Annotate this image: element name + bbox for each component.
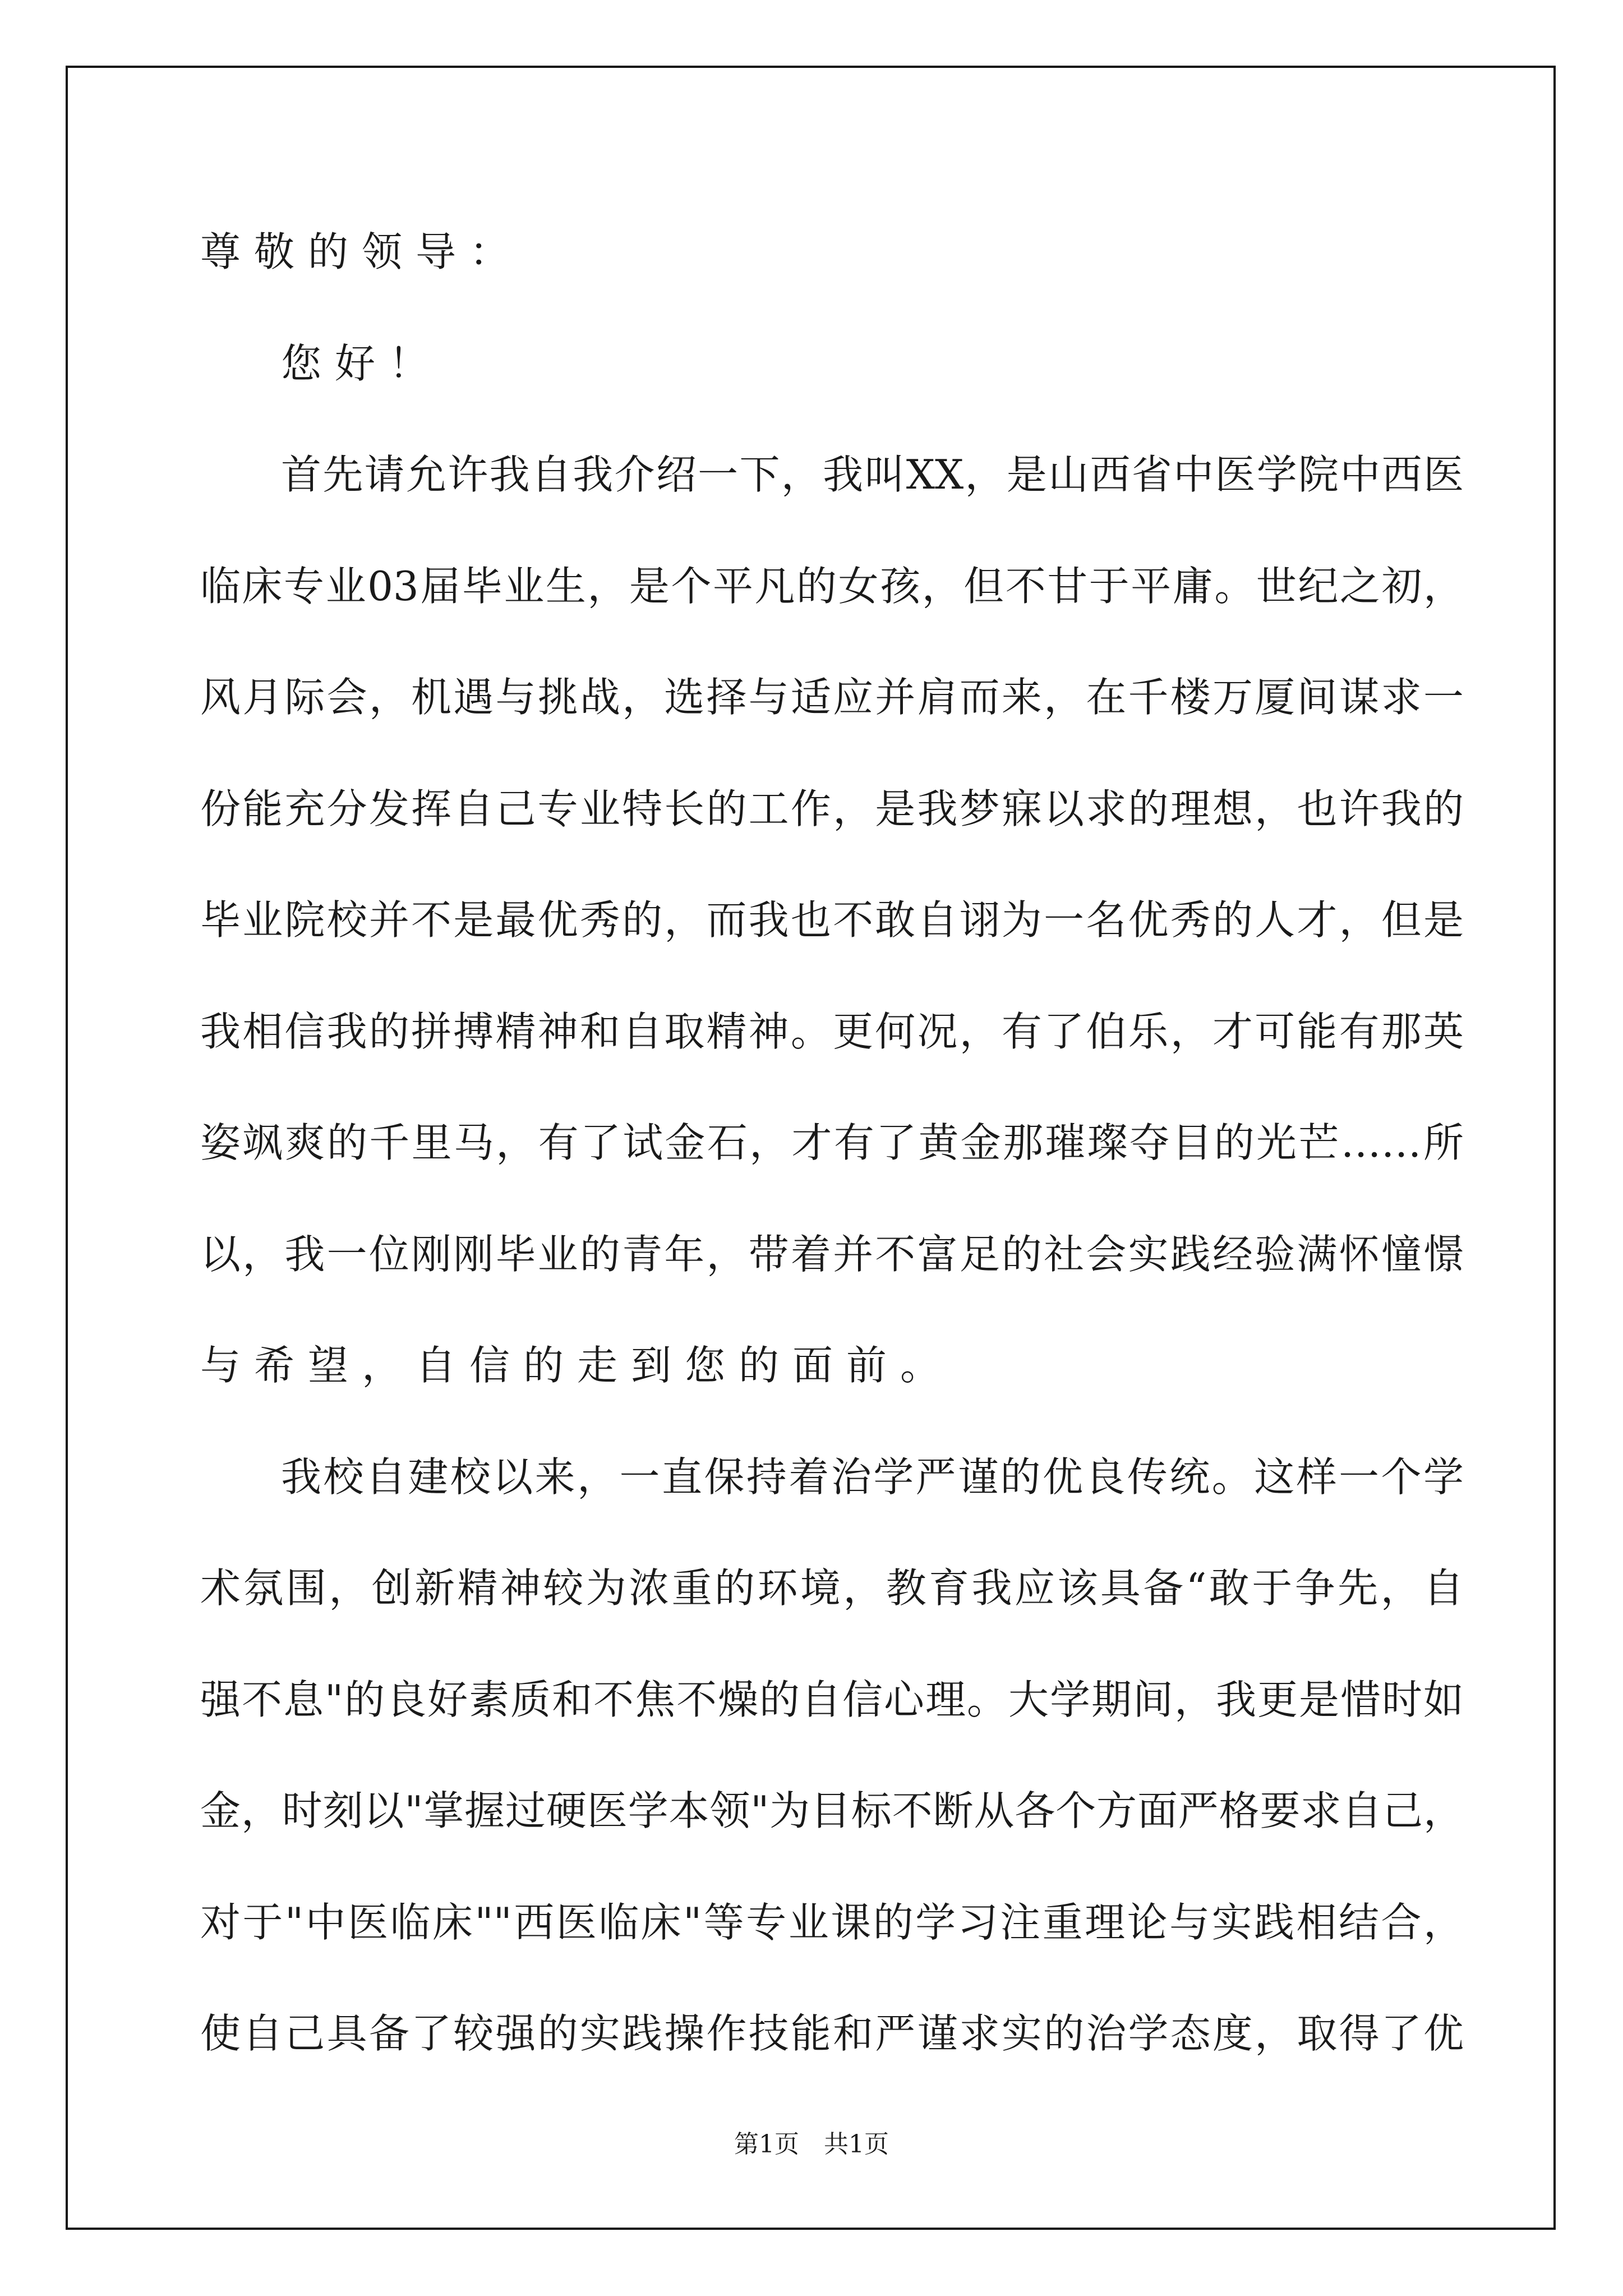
paragraph-2	[200, 1421, 1464, 2090]
paragraph-line: 临床专业03届毕业生，是个平凡的女孩，但不甘于平庸。世纪之初，	[200, 562, 1464, 610]
greeting: 您好！	[281, 339, 443, 387]
paragraph-line: 对于"中医临床""西医临床"等专业课的学习注重理论与实践相结合，	[200, 1898, 1464, 1946]
page-footer: 第1页 共1页	[734, 2130, 889, 2159]
paragraph-line: 以，我一位刚刚毕业的青年，带着并不富足的社会实践经验满怀憧憬	[200, 1230, 1464, 1278]
paragraph-line: 与希望，自信的走到您的面前。	[200, 1342, 955, 1389]
paragraph-line: 术氛围，创新精神较为浓重的环境，教育我应该具备“敢于争先，自	[200, 1565, 1464, 1612]
paragraph-line: 使自己具备了较强的实践操作技能和严谨求实的治学态度，取得了优	[200, 2010, 1464, 2057]
paragraph-line: 毕业院校并不是最优秀的，而我也不敢自诩为一名优秀的人才，但是	[200, 896, 1464, 944]
paragraph-line: 我相信我的拼搏精神和自取精神。更何况，有了伯乐，才可能有那英	[200, 1007, 1464, 1055]
paragraph-line: 金，时刻以"掌握过硬医学本领"为目标不断从各个方面严格要求自己，	[200, 1787, 1464, 1834]
paragraph-line: 强不息"的良好素质和不焦不燥的自信心理。大学期间，我更是惜时如	[200, 1676, 1464, 1723]
paragraph-line: 首先请允许我自我介绍一下，我叫XX，是山西省中医学院中西医	[281, 451, 1464, 498]
letter-body	[200, 196, 1464, 2090]
paragraph-line: 姿飒爽的千里马，有了试金石，才有了黄金那璀璨夺目的光芒……所	[200, 1119, 1464, 1166]
paragraph-line: 份能充分发挥自己专业特长的工作，是我梦寐以求的理想，也许我的	[200, 785, 1464, 832]
salutation: 尊敬的领导：	[200, 228, 524, 275]
paragraph-1	[200, 419, 1464, 1421]
paragraph-line: 风月际会，机遇与挑战，选择与适应并肩而来，在千楼万厦间谋求一	[200, 674, 1464, 721]
paragraph-line: 我校自建校以来，一直保持着治学严谨的优良传统。这样一个学	[281, 1453, 1464, 1501]
